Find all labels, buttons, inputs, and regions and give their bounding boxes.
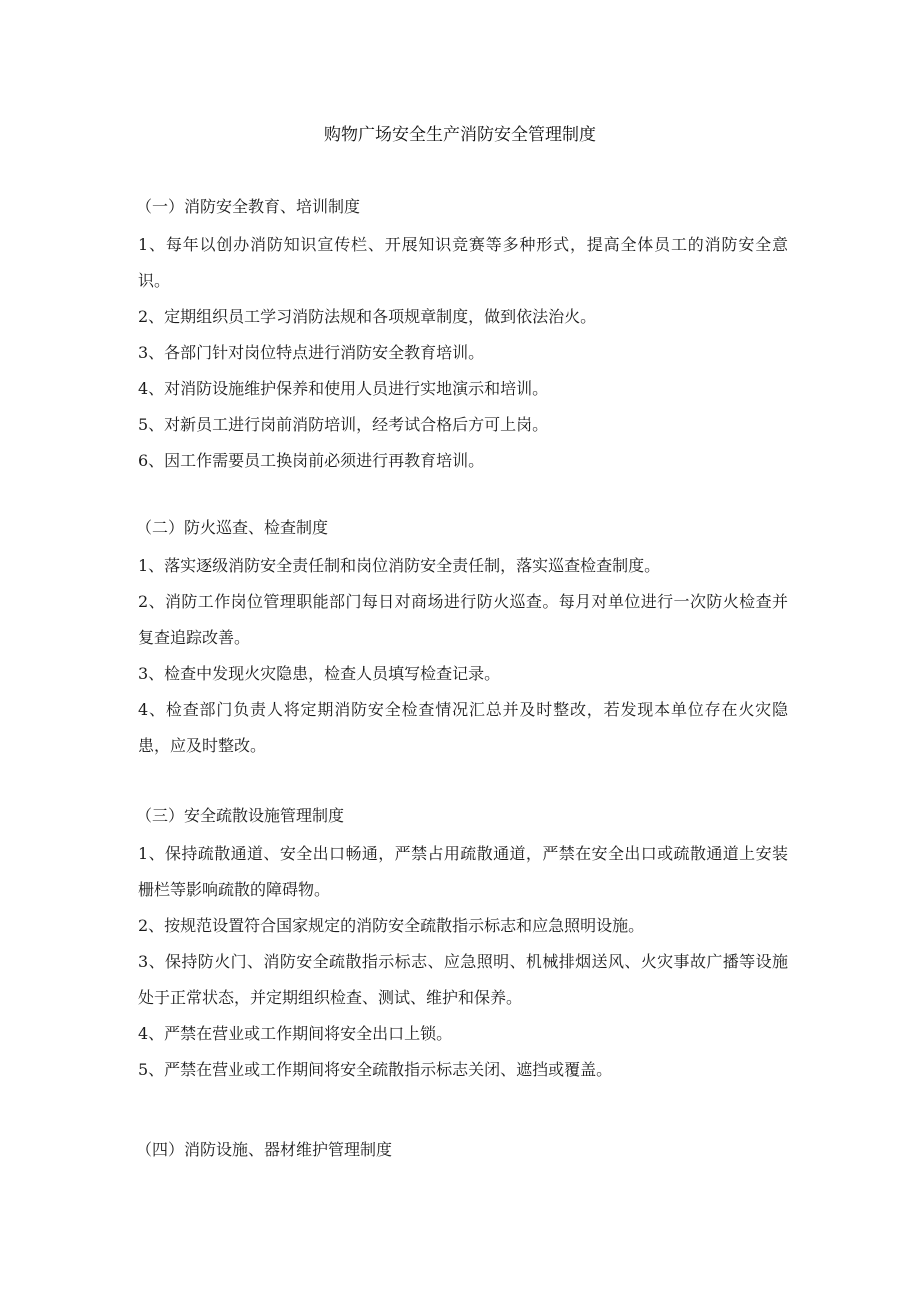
list-item: 5、严禁在营业或工作期间将安全疏散指示标志关闭、遮挡或覆盖。 — [138, 1060, 613, 1079]
list-item: 3、检查中发现火灾隐患，检查人员填写检查记录。 — [138, 664, 501, 683]
list-item: 2、定期组织员工学习消防法规和各项规章制度，做到依法治火。 — [138, 307, 597, 326]
list-item: 1、每年以创办消防知识宣传栏、开展知识竞赛等多种形式，提高全体员工的消防安全意识。 — [138, 235, 788, 290]
section-heading: （三）安全疏散设施管理制度 — [136, 806, 345, 825]
section-heading: （二）防火巡查、检查制度 — [136, 518, 329, 537]
list-item: 3、各部门针对岗位特点进行消防安全教育培训。 — [138, 343, 485, 362]
list-item: 4、检查部门负责人将定期消防安全检查情况汇总并及时整改，若发现本单位存在火灾隐患，应及时整改。 — [138, 700, 788, 755]
list-item: 1、保持疏散通道、安全出口畅通，严禁占用疏散通道，严禁在安全出口或疏散通道上安装栅栏等影响疏散的障碍物。 — [138, 844, 788, 899]
section-fire-education — [138, 194, 788, 479]
document-title: 购物广场安全生产消防安全管理制度 — [324, 125, 596, 145]
section-heading: （四）消防设施、器材维护管理制度 — [136, 1140, 393, 1159]
section-equipment-maintenance — [138, 1137, 788, 1170]
list-item: 4、对消防设施维护保养和使用人员进行实地演示和培训。 — [138, 379, 549, 398]
section-heading: （一）消防安全教育、培训制度 — [136, 197, 361, 216]
list-item: 1、落实逐级消防安全责任制和岗位消防安全责任制，落实巡查检查制度。 — [138, 556, 661, 575]
section-fire-inspection — [138, 515, 788, 764]
section-evacuation-facilities — [138, 803, 788, 1088]
list-item: 3、保持防火门、消防安全疏散指示标志、应急照明、机械排烟送风、火灾事故广播等设施处于正常状态，并定期组织检查、测试、维护和保养。 — [138, 952, 788, 1007]
list-item: 4、严禁在营业或工作期间将安全出口上锁。 — [138, 1024, 453, 1043]
list-item: 5、对新员工进行岗前消防培训，经考试合格后方可上岗。 — [138, 415, 549, 434]
list-item: 2、按规范设置符合国家规定的消防安全疏散指示标志和应急照明设施。 — [138, 916, 645, 935]
list-item: 6、因工作需要员工换岗前必须进行再教育培训。 — [138, 451, 485, 470]
list-item: 2、消防工作岗位管理职能部门每日对商场进行防火巡查。每月对单位进行一次防火检查并复查追踪改善。 — [138, 592, 788, 647]
